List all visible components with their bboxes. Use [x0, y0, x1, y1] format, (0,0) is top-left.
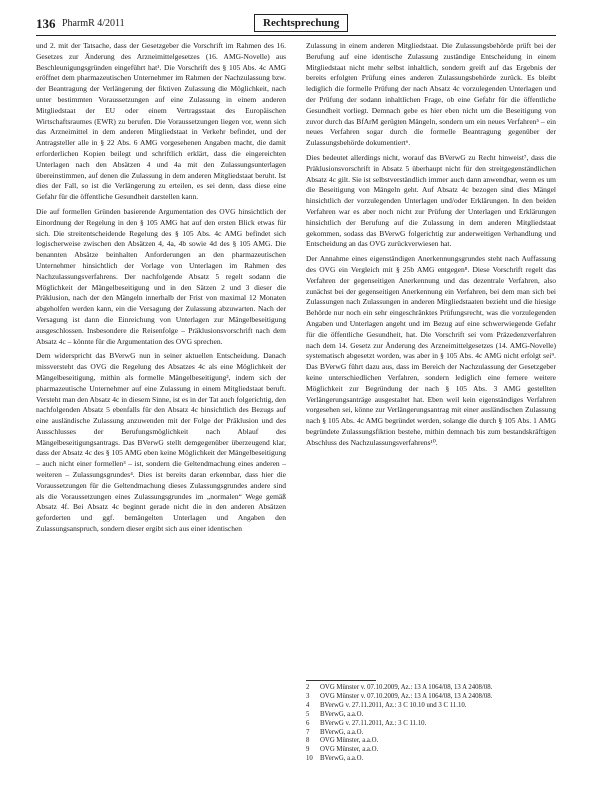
- paragraph: und 2. mit der Tatsache, dass der Gesetzgeber die Vorschrift im Rahmen des 16. Gesetzes zur Änderung des Arzneimittelgesetzes (16. AMG-Novelle) aus Beschleunigungsgründen eingeführt hat¹. Die Vorschrift des § 105 Abs. 4c AMG eröffnet dem pharmazeutischen Unternehmer im Rahmen der Nachzulassung bzw. der Beantragung der Verlängerung der fiktiven Zulassung die Möglichkeit, nach unter bestimmten Voraussetzungen auf eine Zulassung in einem anderen Mitgliedstaat der EU oder einem Vertragsstaat des Europäischen Wirtschaftsraumes (EWR) zu berufen. Die Voraussetzungen liegen vor, wenn sich das Arzneimittel in dem anderen Mitgliedstaat in Verkehr befindet, und der Antragsteller alle in § 22 Abs. 6 AMG vorgesehenen Angaben macht, die damit erforderlichen Kopien beilegt und schriftlich erklärt, dass die eingereichten Unterlagen nach den Absätzen 4 und 4a mit den Zulassungsunterlagen übereinstimmen, auf denen die Zulassung in dem anderen Mitgliedstaat beruht. Ist dies der Fall, so ist die Verlängerung zu erteilen, es sei denn, dass diese eine Gefahr für die öffentliche Gesundheit darstellen kann.: [36, 41, 286, 202]
- footnote: [306, 729, 556, 738]
- footnote-text: OVG Münster, a.a.O.: [320, 737, 379, 745]
- footnote-number: 7: [306, 728, 310, 736]
- paragraph: Dem widerspricht das BVerwG nun in seiner aktuellen Entscheidung. Danach missversteht das OVG die Regelung des Absatzes 4c als eine Möglichkeit der Mängelbeseitigung, mithin als formelle Mängelbeseitigung², indem sich der pharmazeutische Unternehmer auf eine Zulassung in einem Mitgliedstaat beruft. Versteht man den Absatz 4c in diesem Sinne, ist es in der Tat auch folgerichtig, den nachfolgenden Absatz 5 ebenfalls für den Absatz 4c hinsichtlich des Bezugs auf eine ausländische Zulassung anzuwenden mit der Folge der Präklusion und des Ausschlusses der Berufungsmöglichkeit nach Ablauf des Mängelbeseitigungsantrags. Das BVerwG stellt demgegenüber überzeugend klar, dass der Absatz 4c des § 105 AMG eben keine Möglichkeit der Mängelbeseitigung – auch nicht einer formellen³ – ist, sondern die Geltendmachung eines anderen – weiteren – Zulassungsgrundes⁴. Dies ist bereits daran erkennbar, dass hier die Voraussetzungen für die Geltendmachung dieses Zulassungsgrundes andere sind als die Voraussetzungen eines Zulassungsgrundes im „normalen“ Wege gemäß Absatz 4f. Bei Absatz 4c beginnt gerade nicht die in den anderen Absätzen geforderten und ggf. bemängelten Unterlagen und Angaben den Zulassungsanspruch, sondern dieser ergibt sich aus einer identischen: [36, 351, 286, 534]
- footnote-text: BVerwG, a.a.O.: [320, 728, 364, 736]
- left-column: [36, 41, 286, 539]
- footnote-number: 10: [306, 755, 313, 763]
- footnote-text: BVerwG, a.a.O.: [320, 710, 364, 718]
- paragraph: Die auf formellen Gründen basierende Argumentation des OVG hinsichtlich der Einordnung der Regelung in den § 105 AMG hat auf den ersten Blick etwas für sich. Die streitentscheidende Regelung des § 105 Abs. 4c AMG befindet sich logischerweise zwischen den Absätzen 4, 4a, 4b sowie 4d des § 105 AMG. Die benannten Absätze beinhalten Anforderungen an den pharmazeutischen Unternehmer hinsichtlich der Vorlage von Unterlagen im Rahmen des Nachzulassungsverfahrens. Der nachfolgende Absatz 5 regelt sodann die Möglichkeit der Mängelbeseitigung und in den Sätzen 2 und 3 dieser die Präklusion, nach der den Mängeln innerhalb der Frist von maximal 12 Monaten abgeholfen werden kann, ein die Versagung der Zulassung abzuwarten. Nach der Versagung ist dann die Einreichung von Unterlagen zur Mängelbeseitigung ausgeschlossen. Insbesondere die Reisenfolge – Präklusionsvorschrift nach dem Absatz 4c – könnte für die Argumentation des OVG sprechen.: [36, 206, 286, 346]
- footnote-number: 3: [306, 692, 310, 700]
- footnote: [306, 711, 556, 720]
- section-title: Rechtsprechung: [254, 14, 348, 32]
- footnote: [306, 684, 556, 693]
- right-column: [306, 41, 556, 452]
- footnote: [306, 693, 556, 702]
- footnote-number: 4: [306, 701, 310, 709]
- footnotes: [306, 680, 556, 764]
- page-header: [36, 14, 556, 36]
- footnote-text: OVG Münster v. 07.10.2009, Az.: 13 A 1064/08, 13 A 2408/08.: [320, 684, 493, 691]
- header-rule: [36, 35, 556, 36]
- footnote: [306, 720, 556, 729]
- paragraph: Der Annahme eines eigenständigen Anerkennungsgrundes steht nach Auffassung des OVG ein Vergleich mit § 25b AMG entgegen⁸. Diese Vorschrift regelt das Verfahren der gegenseitigen Anerkennung und das dezentrale Verfahren, also zunächst bei der gegenseitigen Anerkennung ein Verfahren, bei dem man sich bei Zulassungen nach Zulassungen in anderen Mitgliedstaaten bezieht und die hiesige Behörde nur noch ein sehr eingeschränktes Prüfungsrecht, was die vorzulegenden Angaben und Unterlagen angeht und im Bezug auf eine schwerwiegende Gefahr für die öffentliche Gesundheit, hat. Die Vorschrift sei vom Präzedenzverfahren nach dem 14. Gesetz zur Änderung des Arzneimittelgesetzes (14. AMG-Novelle) systematisch abgesetzt worden, was aber in § 105 Abs. 4c AMG nicht erfolgt sei⁹. Das BVerwG führt dazu aus, dass im Bereich der Nachzulassung der Gesetzgeber keine unterschiedlichen Verfahren, sondern lediglich eine fernere weitere Möglichkeit zur Begründung der nach § 105 Abs. 3 AMG gestellten Verlängerungsanträge ausgestaltet hat. Eben weil kein eigenständiges Verfahren vorgesehen sei, könne zur Verlängerungsantrag mit einer ausländischen Zulassung nach § 105 Abs. 4c AMG begründet werden, solange die durch § 105 Abs. 1 AMG begründete Zulassungsfiktion bestehe, mithin demnach bis zum bestandskräftigen Abschluss des Nachzulassungsverfahrens¹⁰.: [306, 254, 556, 447]
- footnote-text: BVerwG v. 27.11.2011, Az.: 3 C 10.10 und 3 C 11.10.: [320, 701, 467, 709]
- page-number: 136: [36, 16, 56, 31]
- footnote-text: OVG Münster, a.a.O.: [320, 746, 379, 754]
- footnote-text: OVG Münster v. 07.10.2009, Az.: 13 A 1064/08, 13 A 2408/08.: [320, 692, 493, 700]
- paragraph: Dies bedeutet allerdings nicht, worauf das BVerwG zu Recht hinweist⁷, dass die Präklusionsvorschrift in Absatz 5 überhaupt nicht für den streitgegenständlichen Absatz 4c gilt. Sie ist selbstverständlich immer auch dann anwendbar, wenn es um die Beseitigung von Mängeln geht. Auf Absatz 4c bezogen sind dies Mängel hinsichtlich der vorzulegenden Unterlagen und/oder Erklärungen. In den beiden Verfahren war es aber noch nicht zur Prüfung der Unterlagen und Erklärungen hinsichtlich der Berufung auf die Zulassung in dem anderen Mitgliedstaat gekommen, sodass das BVerwG folgerichtig zur anderweitigen Verhandlung und Entscheidung an das OVG zurückverwiesen hat.: [306, 152, 556, 249]
- footnote-number: 8: [306, 737, 310, 745]
- paragraph: Zulassung in einem anderen Mitgliedstaat. Die Zulassungsbehörde prüft bei der Berufung auf eine identische Zulassung zuständige Entscheidung in einem Mitgliedstaat nicht mehr selbst inhaltlich, sondern greift auf das Ergebnis der bereits erfolgten Prüfung eines anderen Zulassungsbehörde zurück. Es bleibt lediglich die formelle Prüfung der nach Absatz 4c vorzulegenden Unterlagen und der Prüfung der sodann inhaltlichen Frage, ob eine Gefahr für die öffentliche Gesundheit vorliegt. Demnach gebe es hier eben nicht um die Beseitigung von zuvor durch das BfArM gerügten Mängeln, sondern um ein neues Verfahren⁵ – ein neues Verfahren sogar durch die formelle Beantragung gegenüber der Zulassungsbehörde dokumentiert⁶.: [306, 41, 556, 148]
- footnote: [306, 737, 556, 746]
- footnote: [306, 755, 556, 764]
- footnote-number: 2: [306, 684, 310, 691]
- footnote-rule: [306, 680, 376, 681]
- footnote: [306, 746, 556, 755]
- footnote-number: 5: [306, 710, 310, 718]
- footnote-text: BVerwG, a.a.O.: [320, 755, 364, 763]
- footnote-number: 9: [306, 746, 310, 754]
- footnote: [306, 702, 556, 711]
- footnote-text: BVerwG v. 27.11.2011, Az.: 3 C 11.10.: [320, 719, 427, 727]
- journal-name: PharmR 4/2011: [62, 18, 125, 29]
- footnote-number: 6: [306, 719, 310, 727]
